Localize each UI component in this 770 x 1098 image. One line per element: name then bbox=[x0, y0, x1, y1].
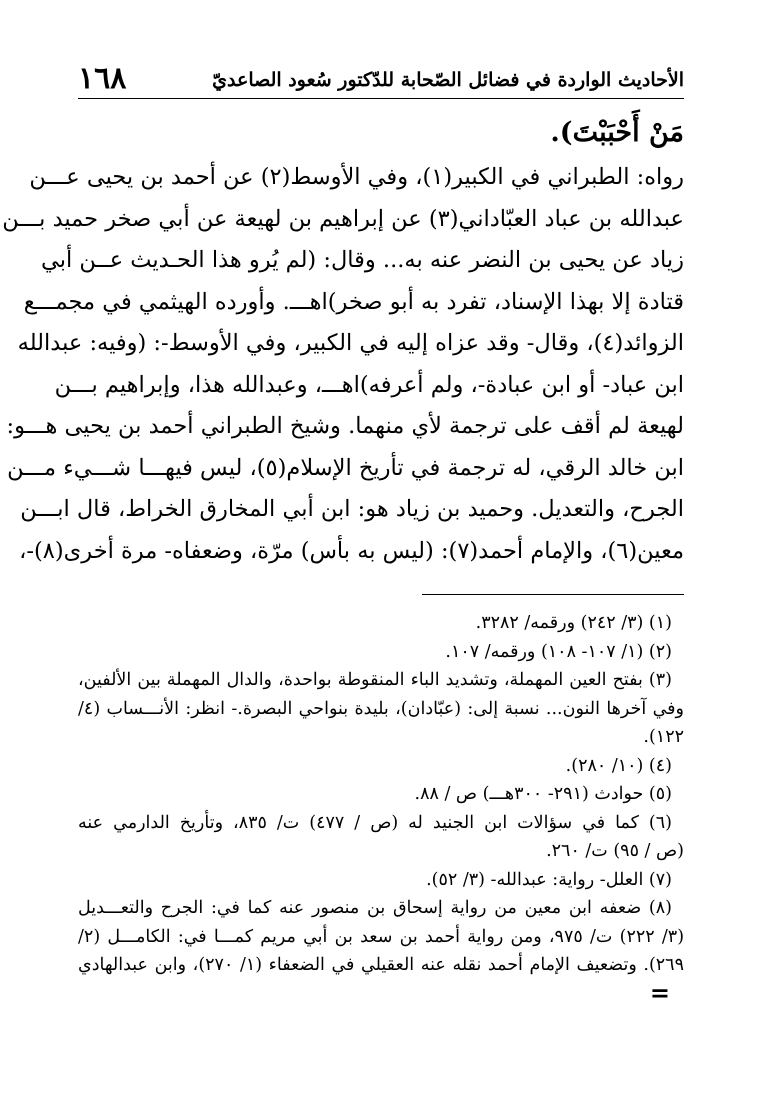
text-line: الجرح، والتعديل. وحميد بن زياد هو: ابن أبي المخارق الخراط، قال ابـــن bbox=[20, 496, 684, 522]
footnote-6: (٦) كما في سؤالات ابن الجنيد له (ص / ٤٧٧) ت/ ٨٣٥، وتأريخ الدارمي عنه bbox=[78, 812, 672, 833]
running-title: الأحاديث الواردة في فضائل الصّحابة للدّكتور سُعود الصاعديّ bbox=[212, 69, 684, 91]
text-line: ابن عباد- أو ابن عبادة-، ولم أعرفه)اهـــ، وعبدالله هذا، وإبراهيم بـــن bbox=[54, 371, 684, 398]
page-header bbox=[78, 52, 684, 99]
text-line: معين(٦)، والإمام أحمد(٧): (ليس به بأس) مرّة، وضعفاه- مرة أخرى(٨)-، bbox=[19, 537, 684, 564]
footnote-8-continuation: (٣/ ٢٢٢) ت/ ٩٧٥، ومن رواية أحمد بن سعد بن أبي مريم كمـــا في: الكامـــل (٢/ bbox=[78, 926, 685, 947]
page-number: ١٦٨ bbox=[78, 61, 127, 96]
text-line: الزوائد(٤)، وقال- وقد عزاه إليه في الكبير، وفي الأوسط-: (وفيه: عبدالله bbox=[17, 330, 684, 356]
footnote-3-continuation: وفي آخرها النون... نسبة إلى: (عبّادان)، بليدة بنواحي البصرة.- انظر: الأنـــساب (٤/ bbox=[78, 698, 684, 719]
text-line: لهيعة لم أقف على ترجمة لأي منهما. وشيخ الطبراني أحمد بن يحيى هـــو: bbox=[6, 413, 684, 439]
footnote-8: (٨) ضعفه ابن معين من رواية إسحاق بن منصور عنه كما في: الجرح والتعـــديل bbox=[78, 898, 672, 918]
footnote-separator bbox=[422, 594, 684, 595]
footnote-4: (٤) (١٠/ ٢٨٠). bbox=[565, 755, 672, 776]
text-line: رواه: الطبراني في الكبير(١)، وفي الأوسط(٢) عن أحمد بن يحيى عـــن bbox=[29, 164, 684, 190]
text-line: قتادة إلا بهذا الإسناد، تفرد به أبو صخر)اهـــ. وأورده الهيثمي في مجمـــع bbox=[23, 288, 684, 315]
footnote-6-continuation: (ص / ٩٥) ت/ ٢٦٠. bbox=[546, 841, 684, 861]
footnote-2: (٢) (١/ ١٠٧- ١٠٨) ورقمه/ ١٠٧. bbox=[445, 641, 672, 662]
main-text bbox=[2, 157, 684, 572]
footnote-3: (٣) بفتح العين المهملة، وتشديد الباء المنقوطة بواحدة، والدال المهملة بين الألفين، bbox=[78, 670, 672, 690]
footnote-1: (١) (٣/ ٢٤٢) ورقمه/ ٣٢٨٢. bbox=[475, 613, 672, 633]
lead-text: مَنْ أَحْبَبْتَ). bbox=[550, 117, 684, 148]
footnote-8-continuation: ٢٦٩). وتضعيف الإمام أحمد نقله عنه العقيلي في الضعفاء (١/ ٢٧٠)، وابن عبدالهادي bbox=[78, 955, 684, 975]
continuation-marker: = bbox=[649, 977, 670, 1007]
footnote-7: (٧) العلل- رواية: عبدالله- (٣/ ٥٢). bbox=[426, 869, 672, 890]
book-page bbox=[2, 52, 685, 1007]
text-line: عبدالله بن عباد العبّاداني(٣) عن إبراهيم بن لهيعة عن أبي صخر حميد بـــن bbox=[2, 205, 684, 232]
footnotes bbox=[78, 609, 684, 1006]
footnote-3-continuation: ١٢٢). bbox=[643, 727, 684, 747]
footnote-5: (٥) حوادث (٢٩١- ٣٠٠هـــ) ص / ٨٨. bbox=[414, 784, 672, 804]
text-line: ابن خالد الرقي، له ترجمة في تأريخ الإسلام(٥)، ليس فيهـــا شـــيء مـــن bbox=[7, 454, 684, 481]
text-line: زياد عن يحيى بن النضر عنه به... وقال: (لم يُرو هذا الحـديث عــن أبي bbox=[40, 247, 684, 273]
